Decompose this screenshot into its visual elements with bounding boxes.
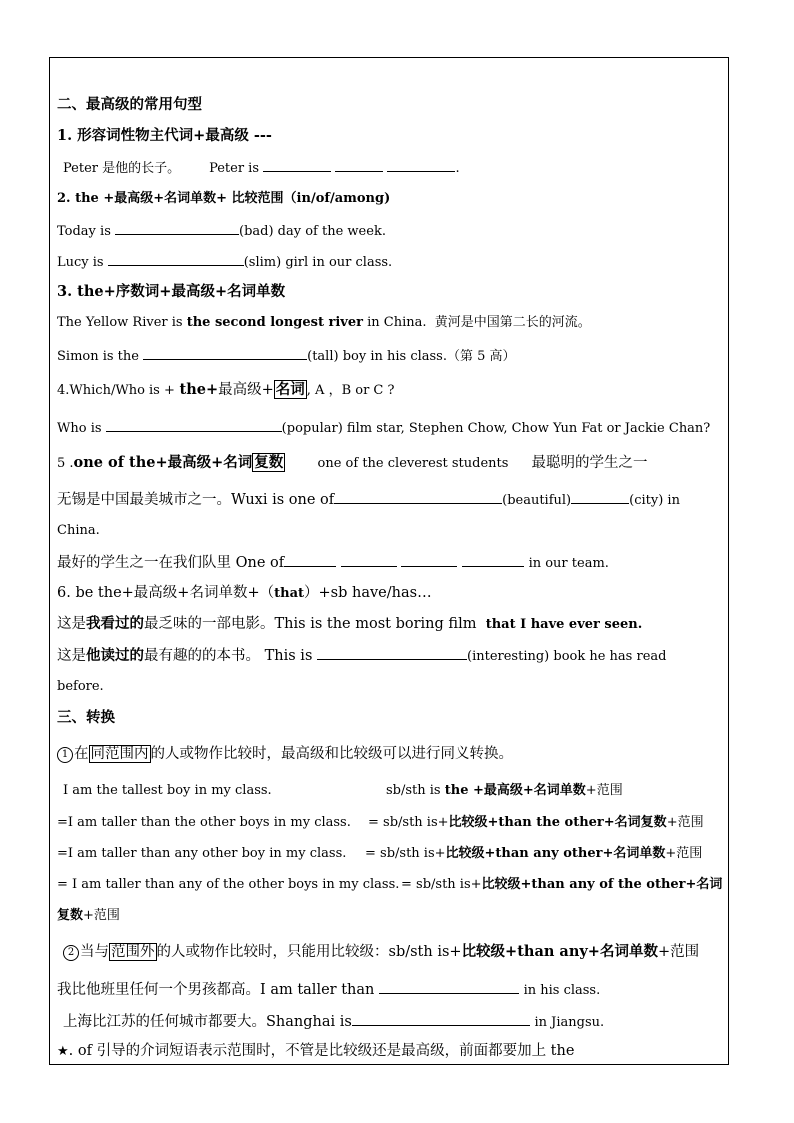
answer-blank[interactable] [284,553,336,567]
section-2-heading: 二、最高级的常用句型 [57,96,202,113]
answer-blank[interactable] [317,646,467,660]
conversion-1-formula: sb/sth is the +最高级+名词单数+范围 [386,783,623,798]
rule-2: 2 当与 范围外 的人或物作比较时，只能用比较级：sb/sth is+比较级+than any+名词单数+范围 [63,943,699,961]
pattern-4-title: 4.Which/Who is + the+最高级+ 名词 , A ，B or C ? [57,381,395,398]
boxed-keyword: 范围外 [111,944,155,960]
circled-number: 1 [57,747,73,763]
answer-blank[interactable] [571,490,629,504]
pattern-2-title: 2. the +最高级+名词单数+ 比较范围（in/of/among) [57,191,391,206]
pattern-2-example-2: Lucy is (slim) girl in our class. [57,252,392,272]
circled-number: 2 [63,945,79,961]
pattern-6-line-3: before. [57,679,104,694]
answer-blank[interactable] [387,158,455,172]
pattern-4-example: Who is (popular) film star, Stephen Chow, Chow Yun Fat or Jackie Chan? [57,418,710,438]
boxed-keyword: 同范围内 [90,746,149,762]
conversion-4-formula: = sb/sth is+比较级+than any of the other+名词 [401,877,723,892]
pattern-1-example: Peter 是他的长子。 Peter is . [63,158,460,178]
conversion-2-sentence: =I am taller than the other boys in my class. [57,815,351,830]
conversion-3-formula: = sb/sth is+比较级+than any other+名词单数+范围 [365,846,703,861]
pattern-6-line-1: 这是我看过的最乏味的一部电影。This is the most boring film that I have ever seen. [57,615,643,632]
note: ★. of 引导的介词短语表示范围时，不管是比较级还是最高级，前面都要加上 the [57,1043,575,1059]
boxed-keyword: 名词 [275,381,305,398]
pattern-5-line-1: 无锡是中国最美城市之一。Wuxi is one of (beautiful) (city) in [57,492,680,508]
conversion-1-sentence: I am the tallest boy in my class. [63,783,272,798]
pattern-5-title: 5 .one of the+最高级+名词 复数 one of the cleverest students 最聪明的学生之一 [57,454,648,471]
answer-blank[interactable] [334,490,502,504]
answer-blank[interactable] [335,158,383,172]
answer-blank[interactable] [379,980,519,994]
boxed-keyword: 复数 [254,454,284,471]
rule-1: 1 在 同范围内 的人或物作比较时，最高级和比较级可以进行同义转换。 [57,745,513,763]
pattern-5-line-2: China. [57,523,100,538]
example-2: 上海比江苏的任何城市都要大。Shanghai is in Jiangsu. [63,1014,605,1030]
conversion-3-sentence: =I am taller than any other boy in my class. [57,846,347,861]
answer-blank[interactable] [401,553,457,567]
conversion-2-formula: = sb/sth is+比较级+than the other+名词复数+范围 [368,815,704,830]
answer-blank[interactable] [352,1012,530,1026]
section-3-heading: 三、转换 [57,709,115,726]
pattern-5-line-3: 最好的学生之一在我们队里 One of in our team. [57,555,609,571]
example-1: 我比他班里任何一个男孩都高。I am taller than in his class. [57,982,601,998]
pattern-1-title: 1. 形容词性物主代词+最高级 --- [57,127,272,144]
answer-blank[interactable] [115,221,239,235]
answer-blank[interactable] [341,553,397,567]
answer-blank[interactable] [106,418,282,432]
pattern-6-title: 6. be the+最高级+名词单数+（that）+sb have/has… [57,585,432,601]
conversion-4-formula-cont: 复数+范围 [57,908,120,923]
pattern-6-line-2: 这是他读过的最有趣的的本书。 This is (interesting) book he has read [57,647,667,664]
answer-blank[interactable] [263,158,331,172]
answer-blank[interactable] [108,252,244,266]
pattern-3-example-1: The Yellow River is the second longest river in China. 黄河是中国第二长的河流。 [57,315,591,330]
answer-blank[interactable] [143,346,307,360]
pattern-3-example-2: Simon is the (tall) boy in his class.（第 5 高） [57,346,516,366]
pattern-2-example-1: Today is (bad) day of the week. [57,221,386,241]
pattern-3-title: 3. the+序数词+最高级+名词单数 [57,283,286,300]
conversion-4-sentence: = I am taller than any of the other boys in my class. [57,877,400,892]
answer-blank[interactable] [462,553,524,567]
star-icon: ★ [57,1044,69,1059]
